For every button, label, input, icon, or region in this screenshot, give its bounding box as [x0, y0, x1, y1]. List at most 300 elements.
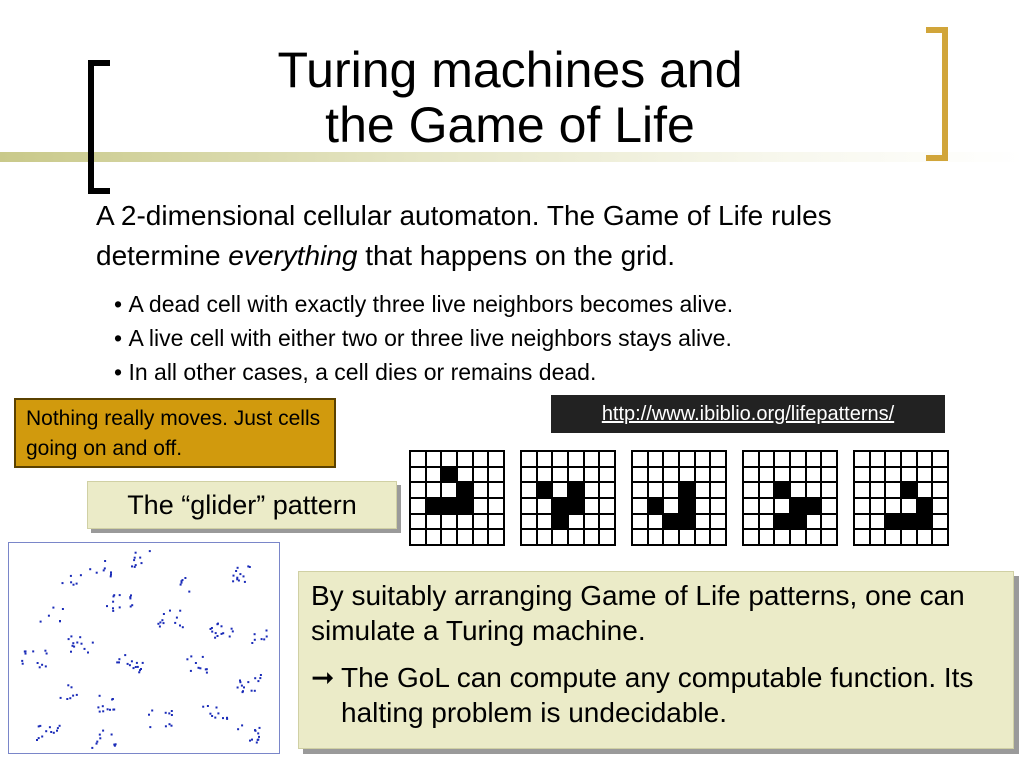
grid-cell: [822, 468, 836, 482]
grid-cell: [775, 468, 789, 482]
live-cell-dot: [176, 617, 178, 619]
live-cell-dot: [237, 687, 239, 689]
grid-cell: [664, 499, 678, 513]
grid-cell: [649, 468, 663, 482]
live-cell-dot: [249, 740, 251, 742]
grid-cell: [633, 468, 647, 482]
grid-cell: [600, 530, 614, 544]
grid-cell: [760, 530, 774, 544]
grid-cell: [411, 452, 425, 466]
grid-cell: [442, 530, 456, 544]
live-cell-dot: [62, 582, 64, 584]
grid-cell: [458, 530, 472, 544]
live-cell-dot: [244, 581, 246, 583]
slide-title-line-2: the Game of Life: [325, 97, 695, 153]
live-cell-dot: [217, 623, 219, 625]
live-cell-dot: [136, 662, 138, 664]
live-cell-dot: [255, 730, 257, 732]
grid-cell: [427, 468, 441, 482]
grid-cell: [933, 515, 947, 529]
live-cell-dot: [72, 642, 74, 644]
grid-cell: [585, 468, 599, 482]
live-cell-dot: [104, 560, 106, 562]
live-cell-dot: [60, 697, 62, 699]
grid-cell: [886, 515, 900, 529]
grid-cell: [442, 483, 456, 497]
grid-cell: [807, 515, 821, 529]
grid-cell: [633, 483, 647, 497]
live-cell-dot: [110, 574, 112, 576]
grid-cell: [902, 468, 916, 482]
grid-cell: [775, 452, 789, 466]
live-cell-dot: [57, 727, 59, 729]
grid-cell: [902, 452, 916, 466]
live-cell-dot: [254, 677, 256, 679]
grid-cell: [600, 499, 614, 513]
live-cell-dot: [221, 633, 223, 635]
live-cell-dot: [97, 706, 99, 708]
live-cell-dot: [207, 705, 209, 707]
live-cell-dot: [251, 690, 253, 692]
live-cell-dot: [247, 565, 249, 567]
grid-cell: [807, 452, 821, 466]
live-cell-dot: [237, 567, 239, 569]
glider-frame-4: [742, 450, 838, 546]
live-cell-dot: [134, 566, 136, 568]
live-cell-dot: [232, 580, 234, 582]
live-cell-dot: [40, 621, 42, 623]
grid-cell: [489, 483, 503, 497]
live-cell-dot: [199, 667, 201, 669]
grid-cell: [711, 452, 725, 466]
grid-cell: [822, 499, 836, 513]
grid-cell: [633, 530, 647, 544]
live-cell-dot: [56, 730, 58, 732]
live-cell-dot: [36, 739, 38, 741]
grid-cell: [600, 515, 614, 529]
live-cell-dot: [71, 686, 73, 688]
grid-cell: [633, 515, 647, 529]
live-cell-dot: [254, 690, 256, 692]
live-cell-dot: [222, 717, 224, 719]
live-cell-dot: [171, 714, 173, 716]
grid-cell: [474, 499, 488, 513]
grid-cell: [680, 452, 694, 466]
live-cell-dot: [206, 672, 208, 674]
live-cell-dot: [163, 613, 165, 615]
grid-cell: [664, 515, 678, 529]
grid-cell: [585, 530, 599, 544]
glider-frame-2: [520, 450, 616, 546]
conclusion-callout: [298, 571, 1014, 749]
grid-cell: [807, 483, 821, 497]
grid-cell: [411, 483, 425, 497]
live-cell-dot: [44, 650, 46, 652]
grid-cell: [855, 483, 869, 497]
live-cell-dot: [209, 713, 211, 715]
grid-cell: [855, 530, 869, 544]
grid-cell: [886, 499, 900, 513]
live-cell-dot: [59, 725, 61, 727]
grid-cell: [871, 483, 885, 497]
grid-cell: [489, 468, 503, 482]
grid-cell: [442, 452, 456, 466]
live-cell-dot: [81, 643, 83, 645]
grid-cell: [933, 530, 947, 544]
live-cell-dot: [202, 706, 204, 708]
live-cell-dot: [141, 562, 143, 564]
grid-cell: [522, 468, 536, 482]
live-cell-dot: [149, 550, 151, 552]
grid-cell: [696, 515, 710, 529]
grid-cell: [933, 452, 947, 466]
grid-cell: [553, 530, 567, 544]
grid-cell: [760, 468, 774, 482]
live-cell-dot: [195, 662, 197, 664]
grid-cell: [791, 483, 805, 497]
live-cell-dot: [251, 739, 253, 741]
live-cell-dot: [96, 572, 98, 574]
left-bracket-decoration: [88, 60, 110, 194]
grid-cell: [696, 468, 710, 482]
live-cell-dot: [69, 697, 71, 699]
live-cell-dot: [99, 737, 101, 739]
grid-cell: [760, 452, 774, 466]
live-cell-dot: [130, 594, 132, 596]
grid-cell: [489, 452, 503, 466]
live-cell-dot: [45, 730, 47, 732]
grid-cell: [775, 499, 789, 513]
grid-cell: [775, 530, 789, 544]
live-cell-dot: [70, 581, 72, 583]
live-cell-dot: [237, 728, 239, 730]
grid-cell: [553, 468, 567, 482]
live-cell-dot: [259, 677, 261, 679]
grid-cell: [427, 452, 441, 466]
grid-cell: [680, 530, 694, 544]
live-cell-dot: [49, 726, 51, 728]
live-cell-dot: [119, 606, 121, 608]
live-cell-dot: [70, 651, 72, 653]
live-cell-dot: [202, 656, 204, 658]
grid-cell: [569, 468, 583, 482]
glider-frame-5: [853, 450, 949, 546]
live-cell-dot: [25, 653, 27, 655]
live-cell-dot: [139, 669, 141, 671]
lifepatterns-link[interactable]: http://www.ibiblio.org/lifepatterns/: [601, 402, 895, 425]
live-cell-dot: [231, 628, 233, 630]
live-cell-dot: [161, 619, 163, 621]
grid-cell: [553, 452, 567, 466]
live-cell-dot: [165, 712, 167, 714]
grid-cell: [902, 530, 916, 544]
grid-cell: [442, 499, 456, 513]
grid-cell: [933, 468, 947, 482]
intro-text-end: that happens on the grid.: [357, 240, 676, 271]
live-cell-dot: [39, 725, 41, 727]
live-cell-dot: [229, 636, 231, 638]
glider-frame-3: [631, 450, 727, 546]
live-cell-dot: [131, 604, 133, 606]
grid-cell: [791, 515, 805, 529]
live-cell-dot: [104, 567, 106, 569]
live-cell-dot: [241, 685, 243, 687]
live-cell-dot: [157, 623, 159, 625]
live-cell-dot: [131, 565, 133, 567]
grid-cell: [411, 530, 425, 544]
live-cell-dot: [266, 636, 268, 638]
live-cell-dot: [73, 646, 75, 648]
grid-cell: [522, 499, 536, 513]
live-cell-dot: [243, 575, 245, 577]
live-cell-dot: [111, 734, 113, 736]
live-cell-dot: [112, 601, 114, 603]
live-cell-dot: [211, 715, 213, 717]
grid-cell: [458, 468, 472, 482]
grid-cell: [696, 452, 710, 466]
live-cell-dot: [102, 710, 104, 712]
grid-cell: [649, 483, 663, 497]
grid-cell: [791, 530, 805, 544]
live-cell-dot: [32, 650, 34, 652]
live-cell-dot: [211, 631, 213, 633]
live-cell-dot: [221, 625, 223, 627]
live-cell-dot: [198, 667, 200, 669]
live-cell-dot: [45, 665, 47, 667]
rule-birth: • A dead cell with exactly three live neighbors becomes alive.: [114, 287, 914, 321]
grid-cell: [760, 499, 774, 513]
grid-cell: [458, 452, 472, 466]
grid-cell: [411, 468, 425, 482]
grid-cell: [933, 483, 947, 497]
conclusion-point: [311, 660, 1001, 730]
glider-pattern-label: The “glider” pattern: [87, 481, 397, 529]
rules-list: [114, 287, 914, 389]
grid-cell: [411, 499, 425, 513]
grid-cell: [538, 468, 552, 482]
live-cell-dot: [243, 686, 245, 688]
live-cell-dot: [62, 608, 64, 610]
live-cell-dot: [111, 699, 113, 701]
live-cell-dot: [171, 725, 173, 727]
grid-cell: [633, 499, 647, 513]
live-cell-dot: [163, 622, 165, 624]
live-cell-dot: [261, 638, 263, 640]
live-cell-dot: [109, 709, 111, 711]
grid-cell: [807, 499, 821, 513]
live-cell-dot: [113, 595, 115, 597]
grid-cell: [711, 483, 725, 497]
grid-cell: [664, 530, 678, 544]
grid-cell: [458, 499, 472, 513]
grid-cell: [918, 530, 932, 544]
live-cell-dot: [124, 654, 126, 656]
live-cell-dot: [257, 739, 259, 741]
grid-cell: [553, 499, 567, 513]
live-cell-dot: [239, 681, 241, 683]
grid-cell: [649, 499, 663, 513]
grid-cell: [600, 452, 614, 466]
intro-emphasis: everything: [228, 240, 358, 271]
live-cell-dot: [76, 642, 78, 644]
live-cell-dot: [226, 717, 228, 719]
live-cell-dot: [184, 577, 186, 579]
grid-cell: [744, 452, 758, 466]
grid-cell: [664, 483, 678, 497]
live-cell-dot: [148, 714, 150, 716]
live-cell-dot: [52, 607, 54, 609]
live-cell-dot: [133, 667, 135, 669]
live-cell-dot: [129, 597, 131, 599]
live-cell-dot: [112, 607, 114, 609]
live-cell-dot: [259, 727, 261, 729]
rule-death: • In all other cases, a cell dies or remains dead.: [114, 355, 914, 389]
grid-cell: [855, 468, 869, 482]
grid-cell: [855, 452, 869, 466]
grid-cell: [775, 515, 789, 529]
live-cell-dot: [135, 666, 137, 668]
live-cell-dot: [89, 568, 91, 570]
live-cell-dot: [165, 725, 167, 727]
grid-cell: [822, 483, 836, 497]
grid-cell: [569, 530, 583, 544]
grid-cell: [711, 499, 725, 513]
live-cell-dot: [214, 717, 216, 719]
live-cell-dot: [169, 610, 171, 612]
live-cell-dot: [179, 625, 181, 627]
grid-cell: [569, 515, 583, 529]
grid-cell: [649, 452, 663, 466]
live-cell-dot: [129, 664, 131, 666]
live-cell-dot: [110, 575, 112, 577]
live-cell-dot: [135, 552, 137, 554]
grid-cell: [918, 452, 932, 466]
grid-cell: [886, 530, 900, 544]
grid-cell: [585, 499, 599, 513]
grid-cell: [680, 483, 694, 497]
live-cell-dot: [190, 655, 192, 657]
grid-cell: [680, 499, 694, 513]
grid-cell: [474, 468, 488, 482]
grid-cell: [664, 452, 678, 466]
live-cell-dot: [159, 626, 161, 628]
live-cell-dot: [257, 680, 259, 682]
grid-cell: [427, 483, 441, 497]
grid-cell: [744, 499, 758, 513]
live-cell-dot: [139, 557, 141, 559]
grid-cell: [458, 515, 472, 529]
grid-cell: [711, 530, 725, 544]
grid-cell: [696, 530, 710, 544]
right-bracket-decoration: [926, 27, 948, 161]
grid-cell: [918, 515, 932, 529]
grid-cell: [553, 483, 567, 497]
grid-cell: [871, 530, 885, 544]
grid-cell: [918, 483, 932, 497]
live-cell-dot: [87, 652, 89, 654]
live-cell-dot: [99, 734, 101, 736]
grid-cell: [744, 468, 758, 482]
live-cell-dot: [119, 594, 121, 596]
grid-cell: [855, 515, 869, 529]
live-cell-dot: [171, 710, 173, 712]
note-callout: Nothing really moves. Just cells going on and off.: [14, 398, 336, 468]
grid-cell: [822, 515, 836, 529]
grid-cell: [711, 515, 725, 529]
live-cell-dot: [127, 663, 129, 665]
arrow-icon: ➞: [311, 662, 335, 693]
grid-cell: [538, 483, 552, 497]
grid-cell: [649, 530, 663, 544]
live-cell-dot: [233, 575, 235, 577]
grid-cell: [649, 515, 663, 529]
live-cell-dot: [133, 559, 135, 561]
grid-cell: [855, 499, 869, 513]
grid-cell: [474, 515, 488, 529]
grid-cell: [822, 452, 836, 466]
grid-cell: [569, 499, 583, 513]
live-cell-dot: [151, 710, 153, 712]
live-cell-dot: [66, 698, 68, 700]
life-pattern-image: [9, 543, 279, 753]
grid-cell: [489, 499, 503, 513]
grid-cell: [474, 530, 488, 544]
grid-cell: [538, 530, 552, 544]
live-cell-dot: [205, 668, 207, 670]
live-cell-dot: [251, 642, 253, 644]
live-cell-dot: [46, 653, 48, 655]
grid-cell: [822, 530, 836, 544]
grid-cell: [680, 468, 694, 482]
live-cell-dot: [73, 584, 75, 586]
live-cell-dot: [247, 681, 249, 683]
glider-frame-1: [409, 450, 505, 546]
live-cell-dot: [118, 661, 120, 663]
grid-cell: [807, 468, 821, 482]
grid-cell: [522, 515, 536, 529]
grid-cell: [427, 499, 441, 513]
grid-cell: [918, 499, 932, 513]
live-cell-dot: [110, 571, 112, 573]
grid-cell: [538, 515, 552, 529]
live-cell-dot: [48, 615, 50, 617]
live-cell-dot: [179, 610, 181, 612]
live-cell-dot: [103, 569, 105, 571]
conclusion-text-2: The GoL can compute any computable function. Its halting problem is undecidable.: [341, 662, 974, 728]
live-cell-dot: [112, 610, 114, 612]
grid-cell: [744, 515, 758, 529]
grid-cell: [871, 515, 885, 529]
live-cell-dot: [186, 658, 188, 660]
intro-text-start: A 2-dimensional cellular automaton. The Game of Life rules determine: [96, 200, 832, 271]
grid-cell: [553, 515, 567, 529]
live-cell-dot: [107, 708, 109, 710]
grid-cell: [918, 468, 932, 482]
live-cell-dot: [137, 666, 139, 668]
grid-cell: [775, 483, 789, 497]
grid-cell: [664, 468, 678, 482]
live-cell-dot: [159, 621, 161, 623]
live-cell-dot: [91, 747, 93, 749]
live-cell-dot: [180, 584, 182, 586]
live-cell-dot: [116, 661, 118, 663]
live-cell-dot: [168, 712, 170, 714]
live-cell-dot: [38, 737, 40, 739]
live-cell-dot: [190, 670, 192, 672]
live-cell-dot: [59, 620, 61, 622]
live-cell-dot: [242, 691, 244, 693]
grid-cell: [489, 530, 503, 544]
